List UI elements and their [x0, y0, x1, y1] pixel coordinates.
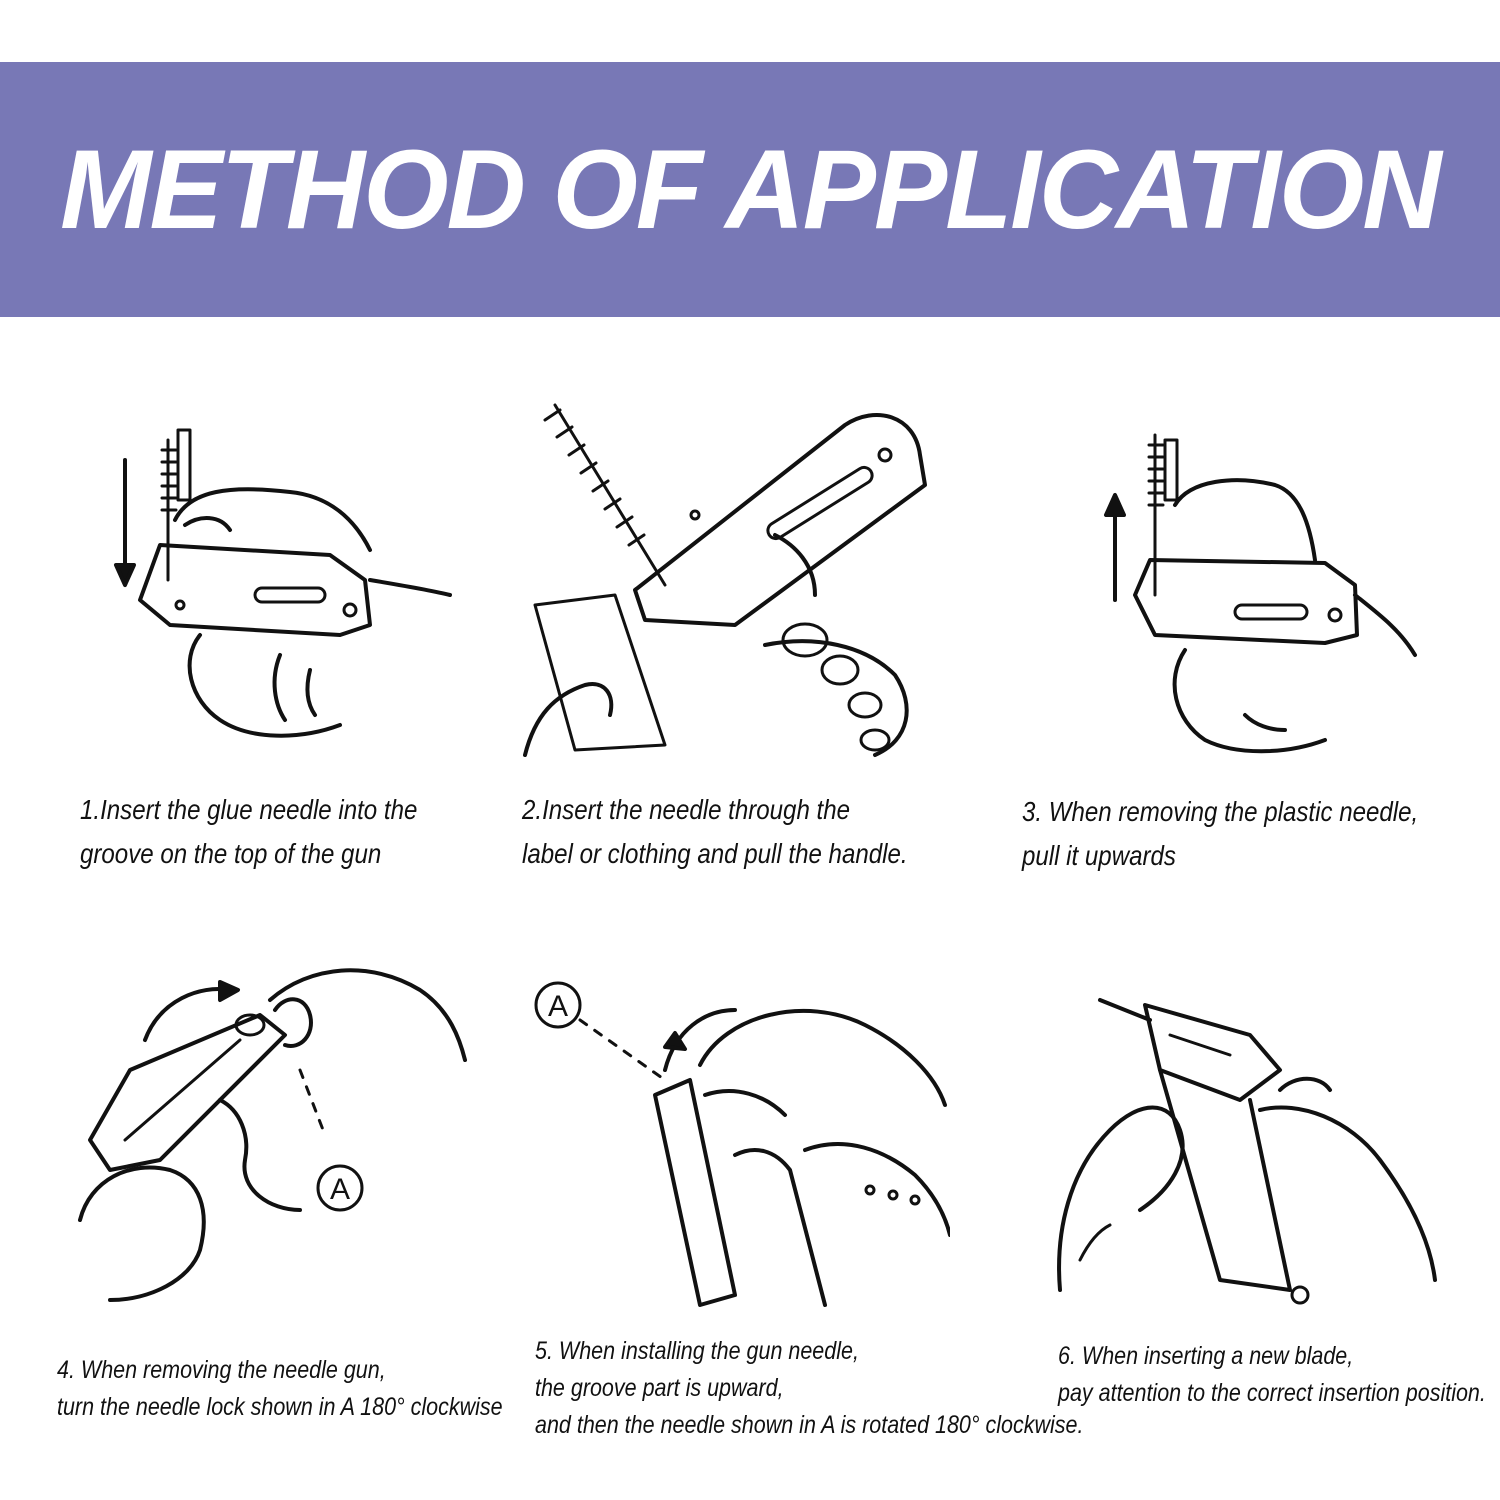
step-5-caption [535, 1333, 1083, 1444]
step-3-line-1: 3. When removing the plastic needle, [1022, 796, 1419, 827]
marker-a-label: A [329, 1173, 351, 1206]
step-4-line-2: turn the needle lock shown in A 180° clockwise [57, 1393, 503, 1421]
step-2-line-1: 2.Insert the needle through the [522, 794, 850, 825]
step-2-line-2: label or clothing and pull the handle. [522, 838, 908, 869]
step-5-line-1: 5. When installing the gun needle, [535, 1337, 859, 1365]
step-6-caption [1058, 1338, 1486, 1412]
tag-gun-loading-icon [100, 420, 460, 760]
blade-insert-icon [1050, 990, 1440, 1310]
step-3-caption [1022, 790, 1418, 878]
step-6-line-2: pay attention to the correct insertion position. [1058, 1379, 1486, 1407]
step-5-line-3: and then the needle shown in A is rotated 180° clockwise. [535, 1411, 1084, 1439]
step-2-caption [522, 788, 908, 876]
step-5-line-2: the groove part is upward, [535, 1374, 784, 1402]
step-3-line-2: pull it upwards [1022, 840, 1176, 871]
page-title: METHOD OF APPLICATION [60, 127, 1440, 252]
needle-install-icon [525, 975, 950, 1310]
tag-gun-piercing-icon [515, 395, 935, 765]
step-1-caption [80, 788, 417, 876]
needle-lock-turn-icon [70, 960, 470, 1310]
step-4-line-1: 4. When removing the needle gun, [57, 1356, 386, 1384]
marker-a-label: A [547, 990, 569, 1023]
step-1-line-2: groove on the top of the gun [80, 838, 382, 869]
step-1-line-1: 1.Insert the glue needle into the [80, 794, 418, 825]
step-4-caption [57, 1352, 503, 1426]
step-6-line-1: 6. When inserting a new blade, [1058, 1342, 1354, 1370]
tag-gun-unloading-icon [1095, 425, 1425, 760]
title-banner [0, 62, 1500, 317]
